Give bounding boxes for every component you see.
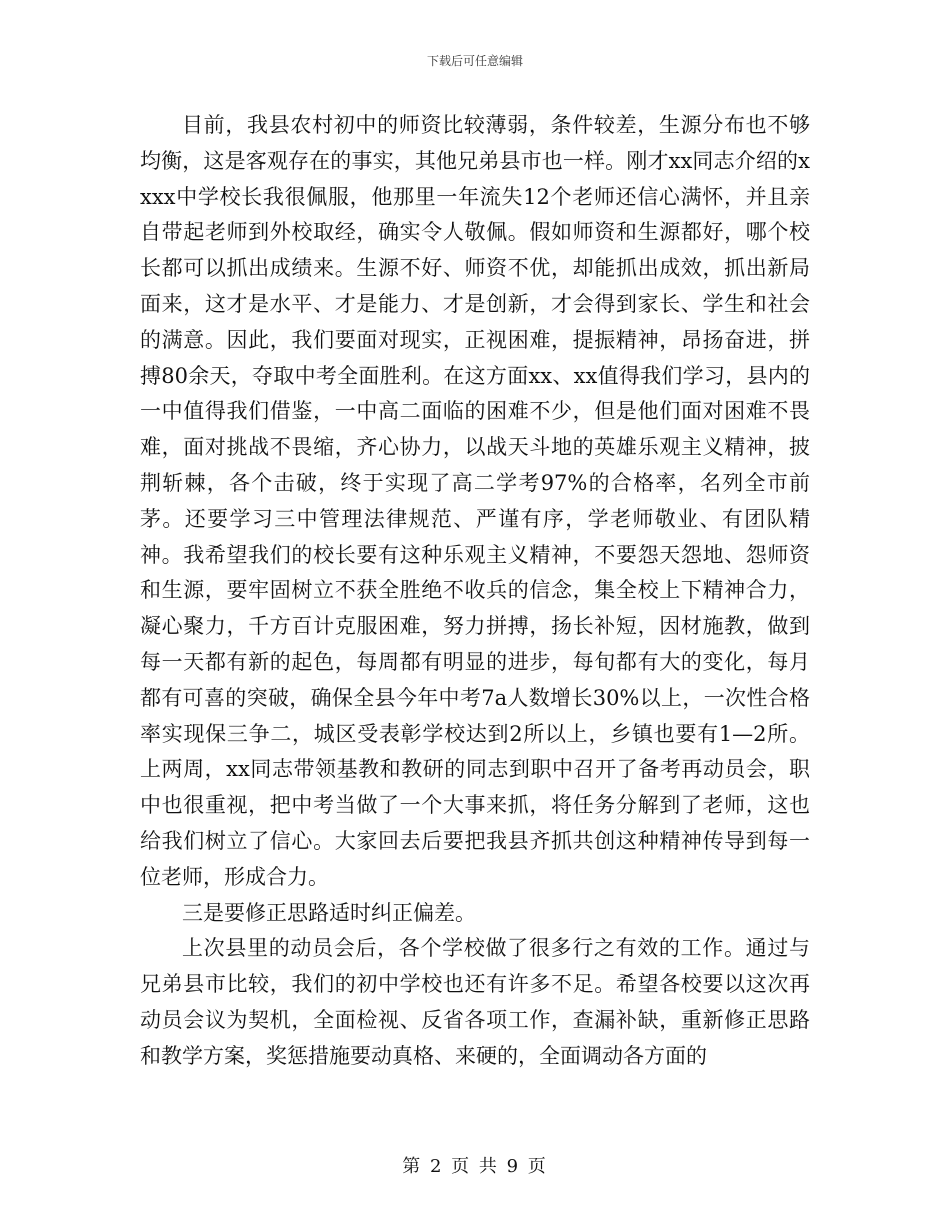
paragraph-3: 上次县里的动员会后，各个学校做了很多行之有效的工作。通过与兄弟县市比较，我们的初中学校也还有许多不足。希望各校要以这次再动员会议为契机，全面检视、反省各项工作，查漏补缺，重新修正思路和教学方案，奖惩措施要动真格、来硬的，全面调动各方面的 [140, 936, 810, 1068]
page-footer: 第 2 页 共 9 页 [402, 1156, 548, 1177]
document-body [140, 108, 810, 1075]
page-header: 下载后可任意编辑 [426, 54, 523, 68]
paragraph-1: 目前，我县农村初中的师资比较薄弱，条件较差，生源分布也不够均衡，这是客观存在的事实，其他兄弟县市也一样。刚才xx同志介绍的xxxx中学校长我很佩服，他那里一年流失12个老师还信心满怀，并且亲自带起老师到外校取经，确实令人敬佩。假如师资和生源都好，哪个校长都可以抓出成绩来。生源不好、师资不优，却能抓出成效，抓出新局面来，这才是水平、才是能力、才是创新，才会得到家长、学生和社会的满意。因此，我们要面对现实，正视困难，提振精神，昂扬奋进，拼搏80余天，夺取中考全面胜利。在这方面xx、xx值得我们学习，县内的一中值得我们借鉴，一中高二面临的困难不少，但是他们面对困难不畏难，面对挑战不畏缩，齐心协力，以战天斗地的英雄乐观主义精神，披荆斩棘，各个击破，终于实现了高二学考97%的合格率，名列全市前茅。还要学习三中管理法律规范、严谨有序，学老师敬业、有团队精神。我希望我们的校长要有这种乐观主义精神，不要怨天怨地、怨师资和生源，要牢固树立不获全胜绝不收兵的信念，集全校上下精神合力，凝心聚力，千方百计克服困难，努力拼搏，扬长补短，因材施教，做到每一天都有新的起色，每周都有明显的进步，每旬都有大的变化，每月都有可喜的突破，确保全县今年中考7a人数增长30%以上，一次性合格率实现保三争二，城区受表彰学校达到2所以上，乡镇也要有1—2所。上两周，xx同志带领基教和教研的同志到职中召开了备考再动员会，职中也很重视，把中考当做了一个大事来抓，将任务分解到了老师，这也给我们树立了信心。大家回去后要把我县齐抓共创这种精神传导到每一位老师，形成合力。 [140, 113, 810, 889]
paragraph-2: 三是要修正思路适时纠正偏差。 [182, 900, 476, 925]
